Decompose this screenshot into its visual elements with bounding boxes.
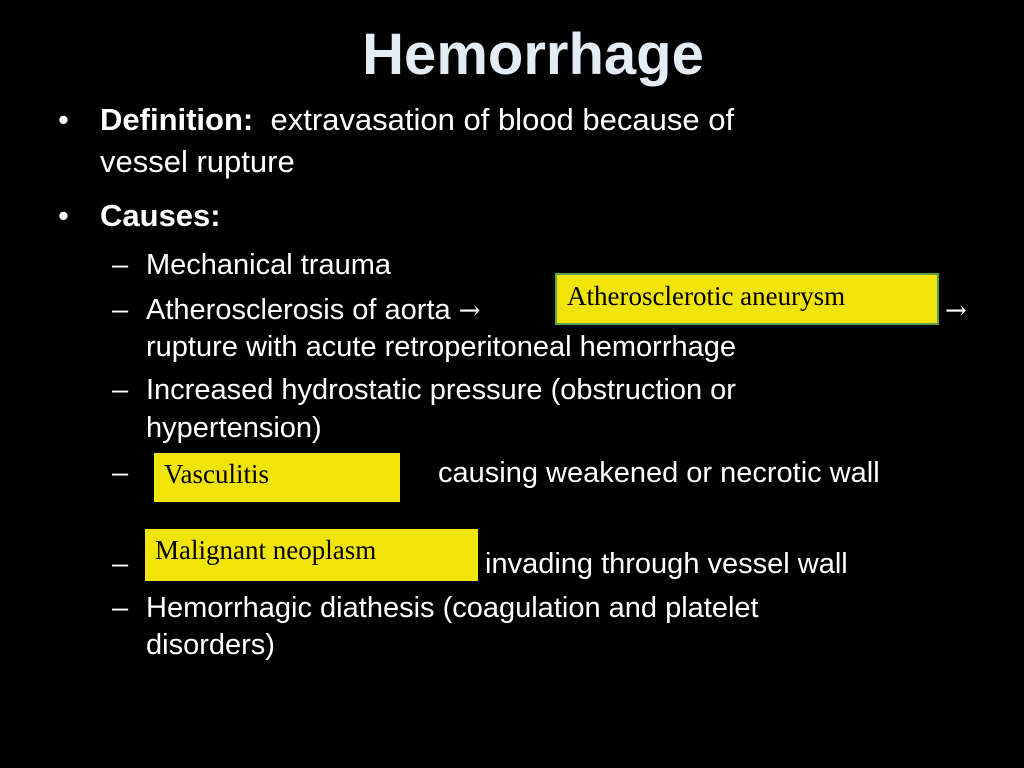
cause-athero-line-2: rupture with acute retroperitoneal hemorrhage — [146, 331, 736, 363]
cause-vasculitis-suffix: causing weakened or necrotic wall — [438, 457, 880, 489]
dash-athero: – — [112, 294, 129, 326]
cause-mechanical: Mechanical trauma — [146, 249, 391, 281]
answer-box-aneurysm[interactable]: Atherosclerotic aneurysm — [555, 273, 939, 325]
dash-vasculitis: – — [112, 457, 129, 489]
cause-diathesis-line-2: disorders) — [146, 629, 275, 661]
cause-athero-line-1 — [146, 296, 481, 325]
dash-mechanical: – — [112, 249, 129, 281]
answer-box-neoplasm[interactable]: Malignant neoplasm — [145, 529, 478, 581]
dash-diathesis: – — [112, 592, 129, 624]
answer-box-vasculitis[interactable]: Vasculitis — [154, 453, 400, 502]
arrow-icon: → — [458, 296, 481, 326]
cause-hydrostatic-line-2: hypertension) — [146, 412, 322, 444]
bullet-definition: • — [58, 102, 69, 137]
cause-diathesis-line-1: Hemorrhagic diathesis (coagulation and platelet — [146, 592, 759, 624]
definition-line-1 — [100, 104, 734, 135]
arrow-icon-2: → — [945, 296, 967, 326]
definition-text-1: extravasation of blood because of — [270, 102, 735, 137]
bullet-causes: • — [58, 198, 69, 233]
cause-athero-prefix: Atherosclerosis of aorta — [146, 294, 451, 326]
cause-neoplasm-suffix: invading through vessel wall — [485, 548, 848, 580]
definition-label: Definition: — [100, 102, 254, 137]
definition-line-2: vessel rupture — [100, 144, 295, 179]
dash-hydrostatic: – — [112, 374, 129, 406]
cause-hydrostatic-line-1: Increased hydrostatic pressure (obstruction or — [146, 374, 736, 406]
dash-neoplasm: – — [112, 548, 129, 580]
causes-label: Causes: — [100, 198, 221, 233]
slide-title: Hemorrhage — [362, 22, 704, 87]
